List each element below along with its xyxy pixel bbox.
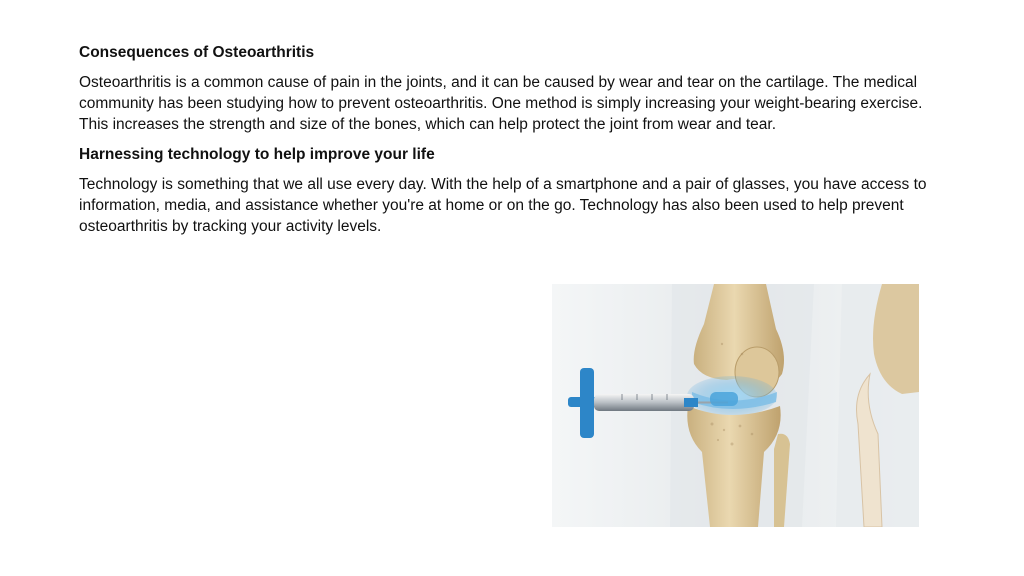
knee-injection-image: [552, 284, 919, 527]
knee-injection-icon: [552, 284, 919, 527]
section-heading-consequences: Consequences of Osteoarthritis: [79, 44, 315, 61]
section-body-technology: Technology is something that we all use every day. With the help of a smartphone and a pair of glasses, you have access to information, media, and assistance whether you're at home or on the go. Technology has also been used to help prevent osteoarthritis by tracking your activity levels.: [79, 176, 927, 235]
section-body-consequences: Osteoarthritis is a common cause of pain in the joints, and it can be caused by wear and tear on the cartilage. The medical community has been studying how to prevent osteoarthritis. One method is simply increasing your weight-bearing exercise. This increases the strength and size of the bones, which can help protect the joint from wear and tear.: [79, 74, 923, 133]
text-content: [79, 42, 949, 246]
section-heading-technology: Harnessing technology to help improve your life: [79, 146, 435, 163]
